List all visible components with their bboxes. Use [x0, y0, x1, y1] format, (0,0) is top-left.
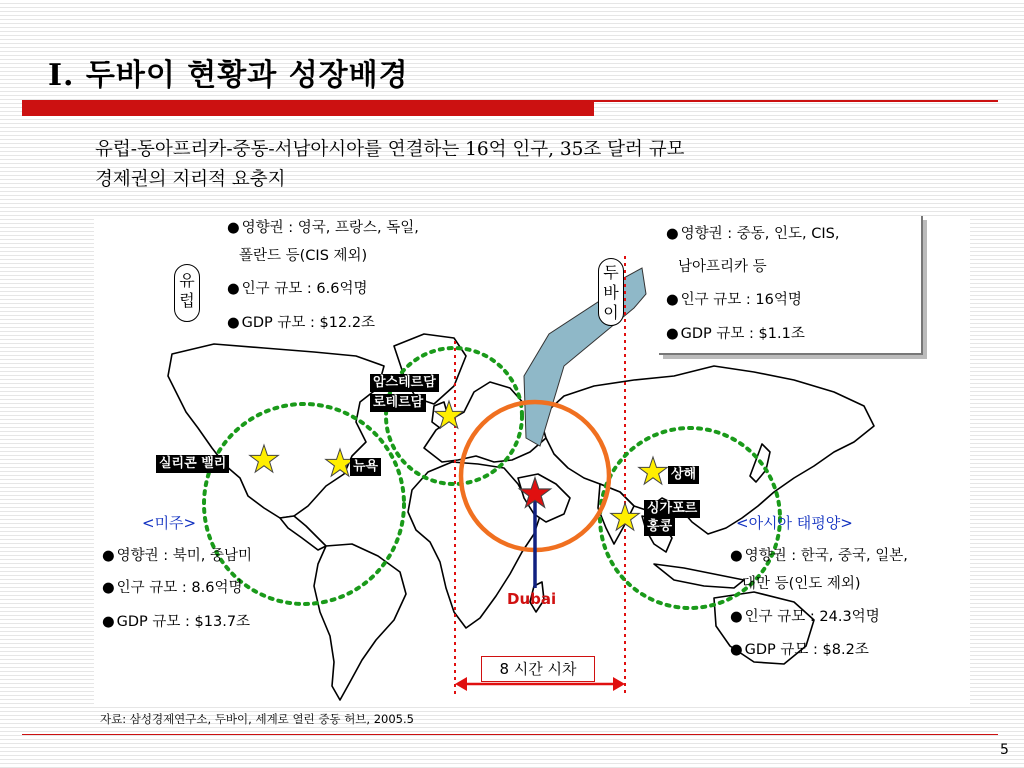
middle-east-gdp: ● GDP 규모 : $1.1조: [666, 326, 805, 342]
asia-gdp: ● GDP 규모 : $8.2조: [730, 642, 869, 658]
bullet-icon: ●: [102, 548, 115, 564]
asia-shape: [540, 366, 874, 534]
middle-east-population: ● 인구 규모 : 16억명: [666, 292, 802, 308]
city-label-new-york: 뉴욕: [350, 458, 381, 476]
city-label-amsterdam: 암스테르담: [370, 374, 439, 392]
city-label-singapore: 싱가포르: [644, 500, 700, 518]
bullet-icon: ●: [227, 220, 240, 236]
americas-gdp: ● GDP 규모 : $13.7조: [102, 614, 251, 630]
americas-heading: <미주>: [142, 514, 197, 532]
middle-east-info-box: [659, 216, 923, 355]
europe-vertical-label: 유 럽: [174, 264, 200, 322]
bullet-icon: ●: [730, 609, 743, 625]
time-arrow-head-right: [613, 677, 625, 691]
north-america-shape: [168, 344, 384, 518]
europe-population: ● 인구 규모 : 6.6억명: [227, 281, 368, 297]
page-number: 5: [1000, 742, 1009, 758]
middle-east-influence-cont: 남아프리카 등: [678, 259, 767, 275]
south-america-shape: [314, 544, 406, 700]
middle-east-influence: ● 영향권 : 중동, 인도, CIS,: [666, 226, 840, 242]
dubai-vertical-label: 두 바 이: [598, 258, 624, 326]
bullet-icon: ●: [227, 315, 240, 331]
source-note: 자료: 삼성경제연구소, 두바이, 세계로 열린 중동 허브, 2005.5: [100, 712, 414, 726]
city-label-hongkong: 홍콩: [644, 518, 675, 536]
bullet-icon: ●: [227, 281, 240, 297]
central-america-shape: [280, 516, 326, 550]
asia-influence-cont: 대만 등(인도 제외): [742, 576, 861, 592]
bullet-icon: ●: [666, 326, 679, 342]
americas-population: ● 인구 규모 : 8.6억명: [102, 580, 243, 596]
city-label-silicon-valley: 실리콘 밸리: [156, 455, 229, 473]
title-underline-thin: [594, 100, 998, 102]
bullet-icon: ●: [666, 226, 679, 242]
city-label-rotterdam: 로테르담: [370, 394, 426, 412]
bullet-icon: ●: [102, 614, 115, 630]
europe-influence-cont: 폴란드 등(CIS 제외): [239, 248, 368, 264]
dubai-label: Dubai: [507, 590, 557, 608]
subtitle-line-2: 경제권의 지리적 요충지: [95, 169, 286, 190]
asia-influence: ● 영향권 : 한국, 중국, 일본,: [730, 548, 908, 564]
title-underline-bar: [22, 100, 594, 116]
bullet-icon: ●: [102, 580, 115, 596]
page-title: Ⅰ. 두바이 현황과 성장배경: [48, 58, 409, 93]
city-label-shanghai: 상해: [668, 466, 699, 484]
americas-influence: ● 영향권 : 북미, 중남미: [102, 548, 253, 564]
europe-gdp: ● GDP 규모 : $12.2조: [227, 315, 376, 331]
world-map-panel: [94, 216, 970, 706]
subtitle-line-1: 유럽-동아프리카-중동-서남아시아를 연결하는 16억 인구, 35조 달러 규모: [95, 139, 685, 160]
footer-divider: [22, 734, 998, 735]
subtitle: [95, 135, 975, 195]
bullet-icon: ●: [730, 642, 743, 658]
asia-population: ● 인구 규모 : 24.3억명: [730, 609, 880, 625]
bullet-icon: ●: [730, 548, 743, 564]
time-arrow-head-left: [455, 677, 467, 691]
bullet-icon: ●: [666, 292, 679, 308]
asia-pacific-heading: <아시아 태평양>: [736, 514, 853, 532]
time-difference-label: 8 시간 시차: [481, 656, 595, 682]
europe-influence: ● 영향권 : 영국, 프랑스, 독일,: [227, 220, 419, 236]
